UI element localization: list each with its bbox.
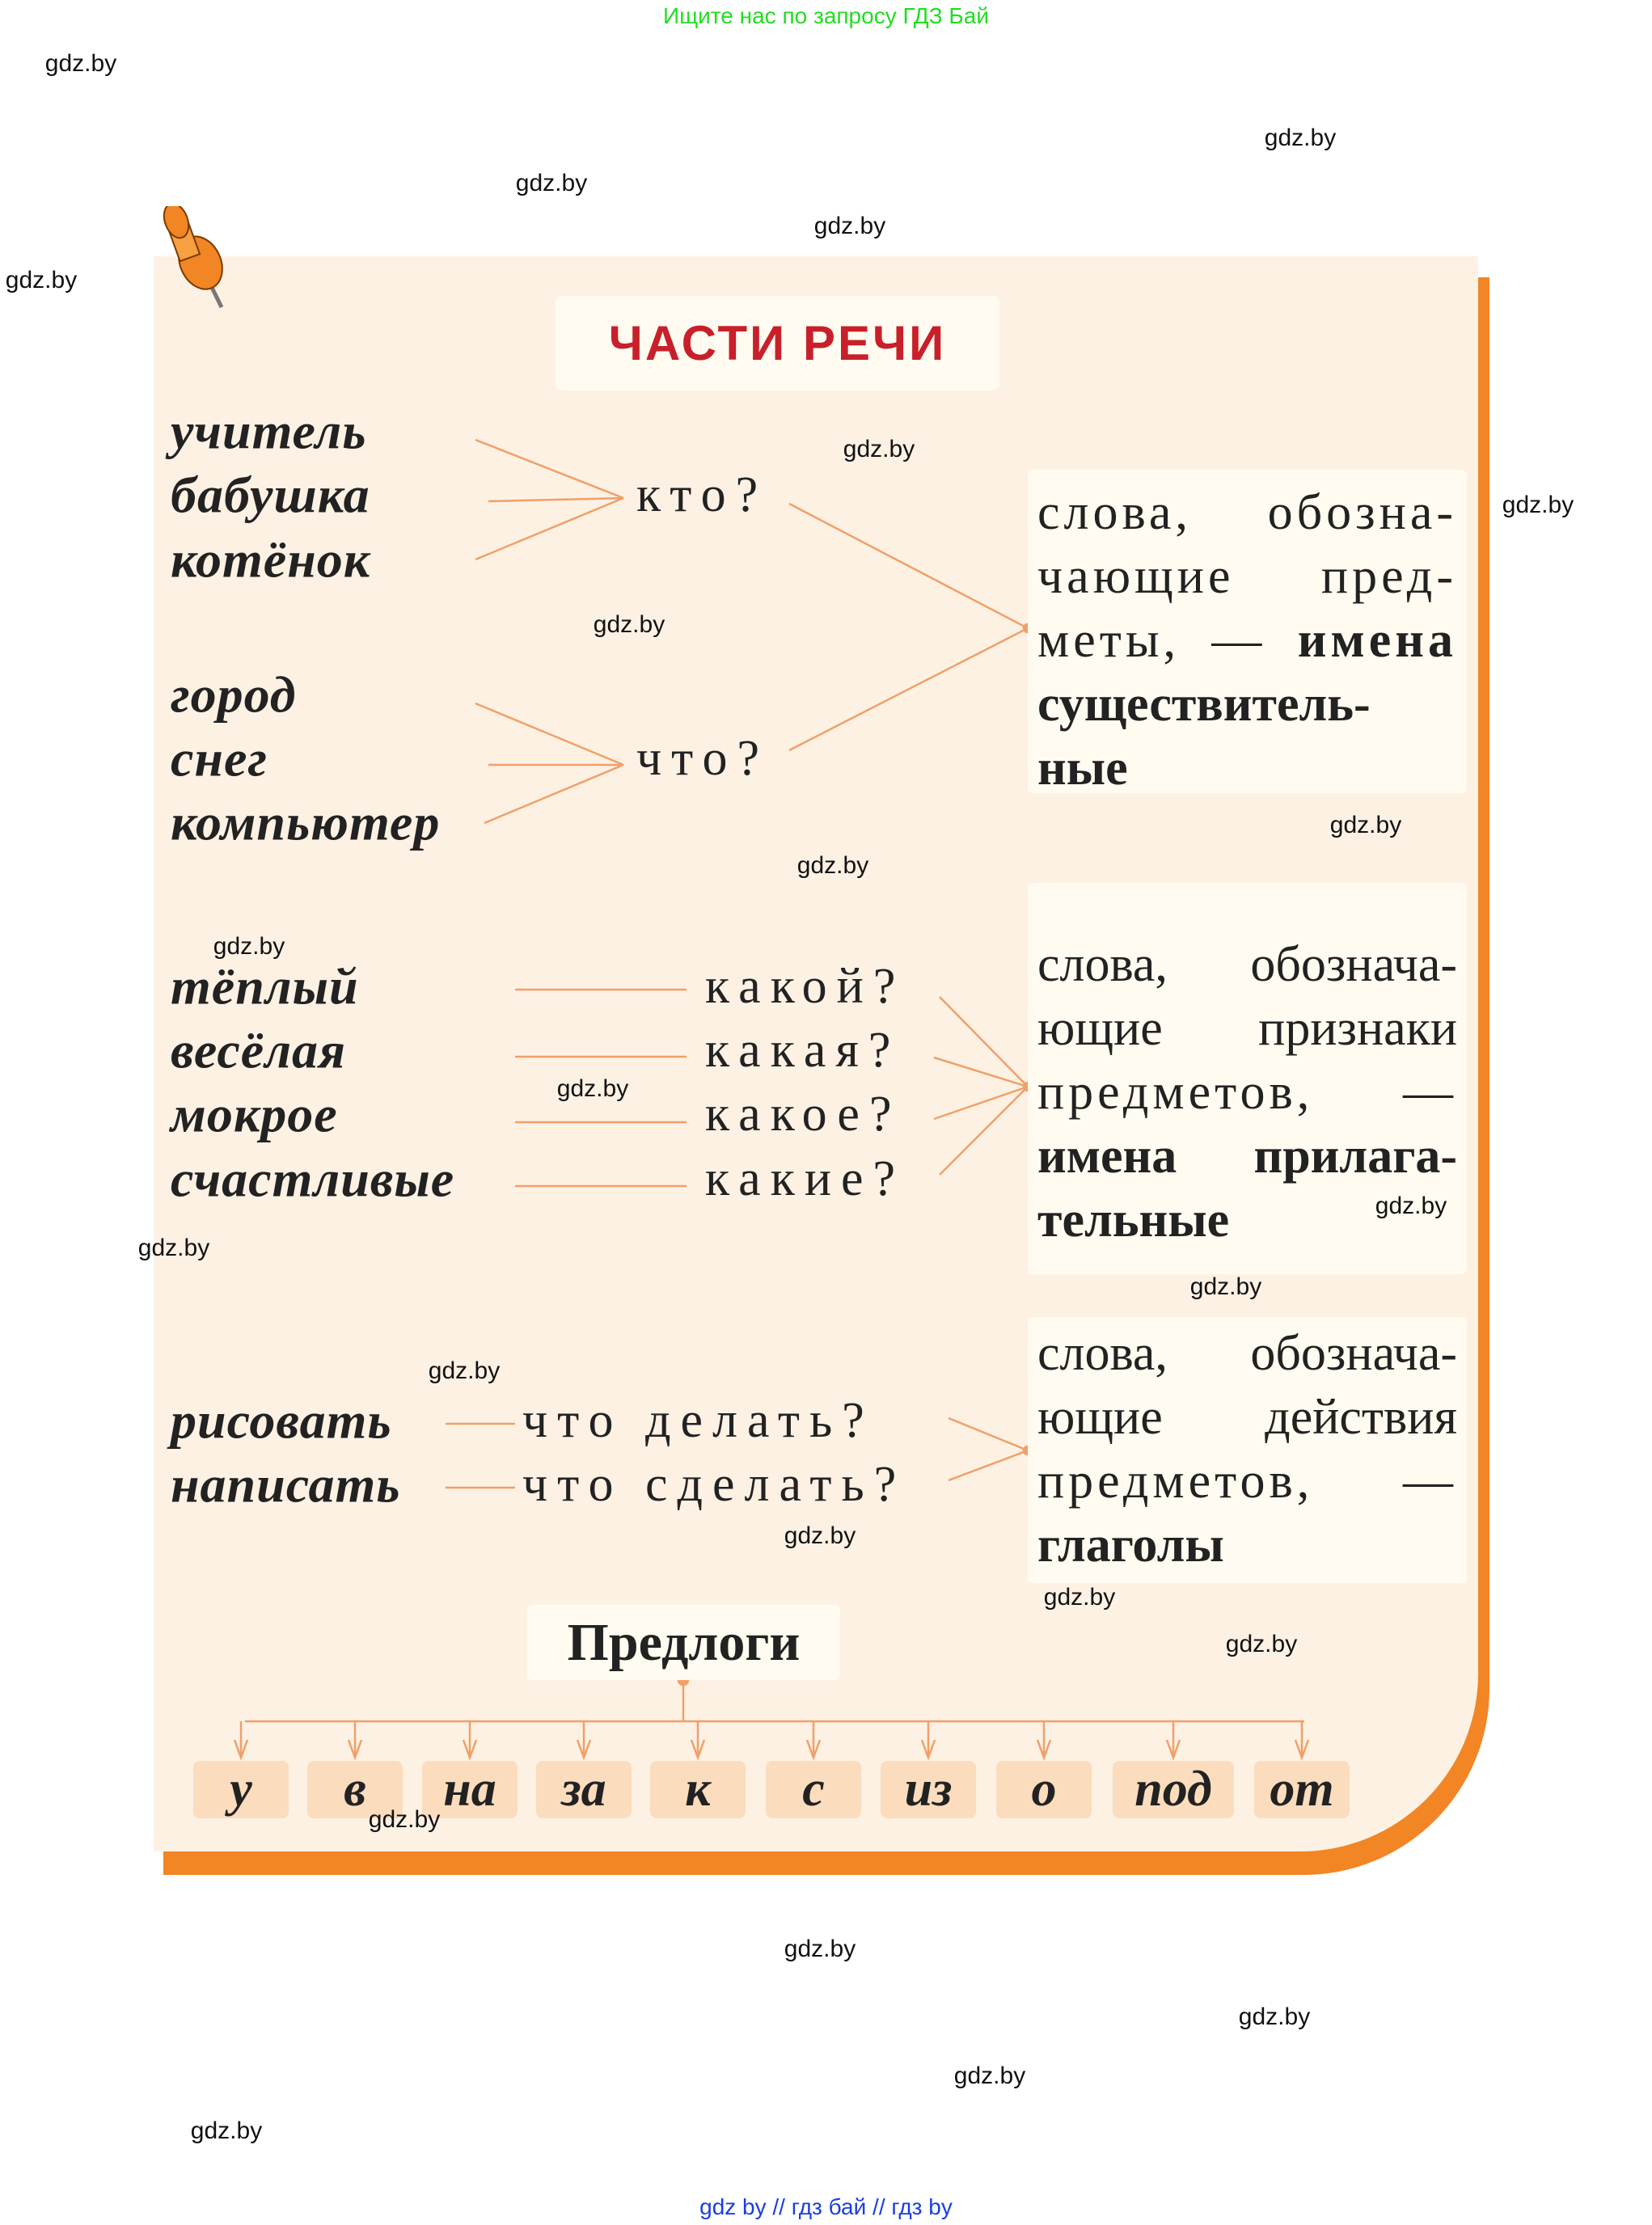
- preposition-label: от: [1270, 1762, 1334, 1817]
- adjective-word: мокрое: [171, 1085, 338, 1143]
- noun-word: бабушка: [171, 466, 370, 524]
- preposition-label: о: [1031, 1762, 1057, 1817]
- watermark: gdz.by: [1502, 492, 1574, 518]
- noun-word: компьютер: [171, 793, 441, 851]
- watermark: gdz.by: [44, 50, 117, 77]
- definition-line: слова, обозна-: [1037, 485, 1457, 540]
- adjective-word: весёлая: [171, 1021, 346, 1079]
- footer-banner: gdz by // гдз бай // гдз by: [699, 2194, 953, 2219]
- preposition-chip: [766, 1761, 861, 1818]
- watermark: gdz.by: [1329, 812, 1402, 838]
- watermark: gdz.by: [515, 170, 588, 196]
- watermark: gdz.by: [190, 2117, 263, 2144]
- preposition-chip: [193, 1761, 289, 1818]
- preposition-chip: [536, 1761, 632, 1818]
- verb-word: рисовать: [171, 1391, 392, 1450]
- definition-line: ющие действия: [1037, 1390, 1457, 1445]
- noun-word: учитель: [171, 402, 367, 460]
- definition-line: меты, — имена: [1037, 613, 1457, 668]
- watermark: gdz.by: [137, 1235, 210, 1261]
- watermark: gdz.by: [368, 1806, 441, 1833]
- preposition-chip: [881, 1761, 976, 1818]
- preposition-tree: [234, 1675, 1308, 1758]
- definition-line: имена прилага-: [1037, 1129, 1457, 1184]
- verb-question: что делать?: [522, 1392, 874, 1448]
- definition-line: существитель-: [1037, 677, 1371, 732]
- noun-word: снег: [171, 729, 268, 787]
- watermark: gdz.by: [1264, 125, 1337, 151]
- watermark: gdz.by: [784, 1522, 856, 1549]
- page-title: ЧАСТИ РЕЧИ: [608, 316, 947, 370]
- watermark: gdz.by: [556, 1075, 629, 1102]
- preposition-label: под: [1134, 1762, 1212, 1817]
- adjective-word: тёплый: [171, 957, 359, 1015]
- preposition-chip: [1254, 1761, 1350, 1818]
- watermark: gdz.by: [1238, 2003, 1311, 2030]
- preposition-label: в: [344, 1762, 366, 1817]
- watermark: gdz.by: [5, 267, 78, 293]
- preposition-label: из: [904, 1762, 953, 1817]
- watermark: gdz.by: [953, 2062, 1026, 2089]
- preposition-chip: [996, 1761, 1092, 1818]
- definition-line: предметов, —: [1037, 1454, 1457, 1509]
- watermark: gdz.by: [428, 1357, 501, 1384]
- watermark: gdz.by: [843, 436, 915, 462]
- preposition-label: за: [561, 1762, 606, 1817]
- adjective-question: какое?: [705, 1086, 902, 1142]
- verb-question: что сделать?: [522, 1456, 906, 1512]
- watermark: gdz.by: [784, 1936, 856, 1962]
- verb-definition-box: [1028, 1317, 1467, 1583]
- adjective-question: какая?: [705, 1022, 901, 1078]
- search-banner: Ищите нас по запросу ГДЗ Бай: [662, 3, 990, 28]
- definition-line: слова, обознача-: [1037, 1326, 1457, 1381]
- noun-word: котёнок: [171, 530, 371, 589]
- watermark: gdz.by: [813, 213, 886, 239]
- adjective-question: какой?: [705, 958, 906, 1014]
- prepositions-title: Предлоги: [567, 1612, 801, 1672]
- preposition-chip: [1113, 1761, 1234, 1818]
- preposition-chip: [650, 1761, 746, 1818]
- watermark: gdz.by: [593, 611, 665, 638]
- watermark: gdz.by: [1225, 1631, 1298, 1657]
- noun-definition-box: [1028, 470, 1467, 796]
- preposition-label: к: [685, 1762, 711, 1817]
- question-what: что?: [636, 730, 769, 786]
- definition-line: чающие пред-: [1037, 549, 1457, 604]
- preposition-label: у: [230, 1762, 252, 1817]
- prepositions-title-box: [527, 1605, 840, 1680]
- definition-line: ные: [1037, 741, 1128, 796]
- definition-line: глаголы: [1037, 1518, 1224, 1573]
- definition-line: тельные: [1037, 1193, 1230, 1248]
- definition-line: слова, обознача-: [1037, 937, 1457, 992]
- noun-word: город: [171, 665, 297, 724]
- adjective-word: счастливые: [171, 1150, 455, 1208]
- watermark: gdz.by: [1375, 1193, 1447, 1219]
- pushpin-icon: [158, 206, 247, 311]
- preposition-label: с: [802, 1762, 825, 1817]
- watermark: gdz.by: [796, 852, 869, 879]
- question-who: кто?: [636, 467, 768, 522]
- definition-line: предметов, —: [1037, 1065, 1457, 1120]
- watermark: gdz.by: [213, 933, 285, 960]
- watermark: gdz.by: [1043, 1584, 1116, 1611]
- preposition-label: на: [443, 1762, 496, 1817]
- adjective-question: какие?: [705, 1150, 906, 1206]
- definition-line: ющие признаки: [1037, 1001, 1457, 1056]
- watermark: gdz.by: [1189, 1273, 1262, 1300]
- verb-word: написать: [171, 1455, 401, 1514]
